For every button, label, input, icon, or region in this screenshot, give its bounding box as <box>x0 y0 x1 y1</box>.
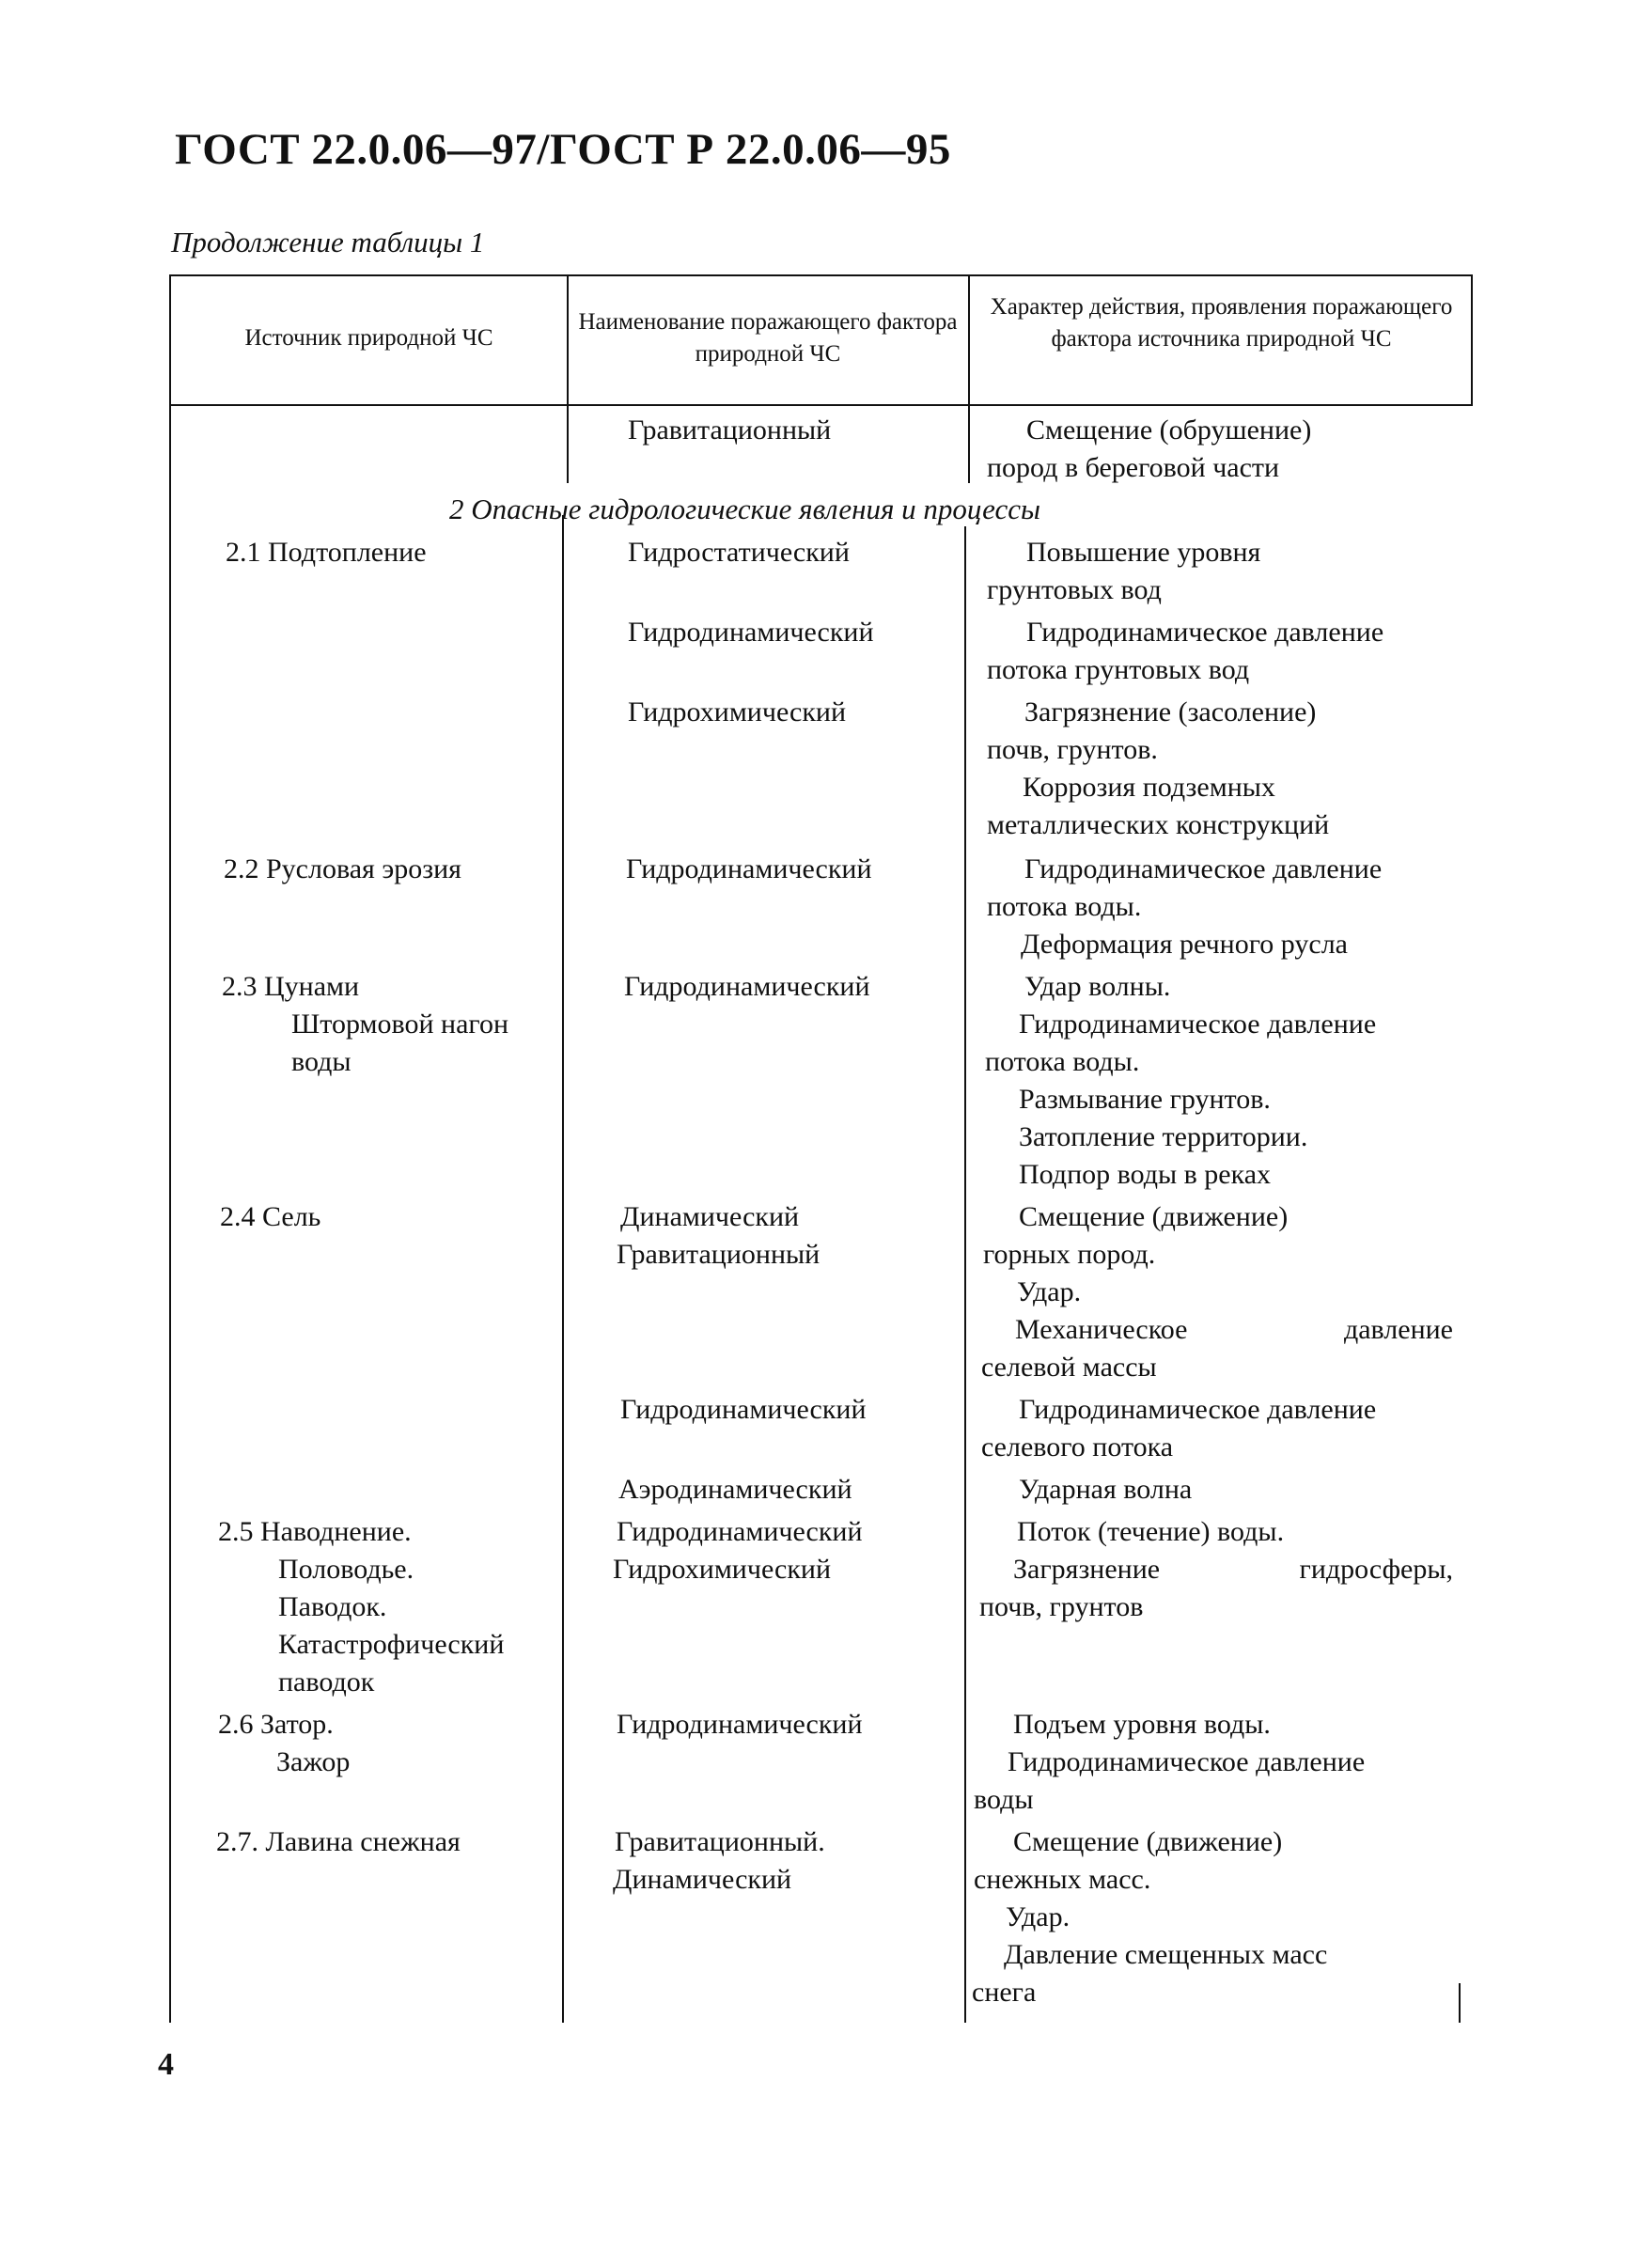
effect-line: воды <box>974 1784 1034 1815</box>
column-header-source: Источник природной ЧС <box>244 325 493 351</box>
effect-line: Подъем уровня воды. <box>1013 1709 1271 1740</box>
effect-line: Размывание грунтов. <box>1019 1084 1271 1115</box>
effect-line: Гидродинамическое давление <box>1026 617 1384 648</box>
right-edge-bottom-tick <box>1459 1983 1461 2023</box>
source-cell: 2.6 Затор. <box>218 1709 334 1740</box>
factor-cell: Гидродинамический <box>617 1516 863 1547</box>
effect-word: Механическое <box>1015 1314 1188 1345</box>
column-divider-1-top <box>567 274 569 483</box>
column-divider-1-bottom <box>562 515 564 2023</box>
table-left-border <box>169 274 171 2023</box>
effect-line: грунтовых вод <box>987 574 1162 605</box>
effect-line: Смещение (обрушение) <box>1026 414 1312 446</box>
source-cell: паводок <box>278 1666 375 1697</box>
effect-line-justified <box>1013 1551 1453 1588</box>
effect-line: почв, грунтов <box>979 1591 1144 1622</box>
effect-word: Загрязнение <box>1013 1554 1161 1585</box>
page-title: ГОСТ 22.0.06—97/ГОСТ Р 22.0.06—95 <box>175 125 951 174</box>
factor-cell: Гидродинамический <box>617 1709 863 1740</box>
effect-line: Удар. <box>1006 1901 1071 1932</box>
source-cell: 2.1 Подтопление <box>226 537 427 568</box>
table-header-bottom-border <box>169 404 1473 406</box>
effect-line: Подпор воды в реках <box>1019 1159 1272 1190</box>
column-divider-2-bottom <box>964 526 966 2023</box>
factor-cell: Гидростатический <box>628 537 850 568</box>
effect-line: снежных масс. <box>974 1864 1151 1895</box>
factor-cell: Гидродинамический <box>626 853 872 884</box>
source-cell: 2.5 Наводнение. <box>218 1516 412 1547</box>
source-cell: Половодье. <box>278 1554 414 1585</box>
effect-line: Удар. <box>1017 1276 1082 1307</box>
effect-line: селевого потока <box>981 1431 1174 1462</box>
factor-cell: Гидродинамический <box>628 617 874 648</box>
factor-cell: Гидродинамический <box>620 1394 867 1425</box>
effect-line: Гидродинамическое давление <box>1019 1394 1377 1425</box>
page-number: 4 <box>158 2047 174 2082</box>
effect-line: пород в береговой части <box>987 452 1280 483</box>
effect-line: Поток (течение) воды. <box>1017 1516 1285 1547</box>
effect-line: металлических конструкций <box>987 809 1330 840</box>
factor-cell: Динамический <box>613 1864 792 1895</box>
factor-cell: Аэродинамический <box>618 1474 852 1505</box>
effect-line: Давление смещенных масс <box>1004 1939 1328 1970</box>
column-divider-2-top <box>968 274 970 483</box>
source-cell: 2.2 Русловая эрозия <box>224 853 461 884</box>
column-header-effect: Характер действия, проявления поражающего фактора источника природной ЧС <box>990 294 1453 352</box>
effect-line: селевой массы <box>981 1352 1157 1383</box>
effect-line: Удар волны. <box>1024 971 1171 1002</box>
source-cell: Зажор <box>276 1746 351 1777</box>
effect-line: снега <box>972 1977 1037 2008</box>
effect-word: давление <box>1343 1314 1453 1345</box>
effect-line: потока грунтовых вод <box>987 654 1250 685</box>
source-cell: Катастрофический <box>278 1629 505 1660</box>
source-cell: 2.4 Сель <box>220 1201 321 1232</box>
effect-word: гидросферы, <box>1299 1554 1453 1585</box>
effect-line: Загрязнение (засоление) <box>1024 696 1317 727</box>
effect-line: Гидродинамическое давление <box>1024 853 1383 884</box>
factor-cell: Гравитационный. <box>615 1826 825 1857</box>
effect-line: почв, грунтов. <box>987 734 1158 765</box>
factor-cell: Динамический <box>620 1201 800 1232</box>
source-cell: 2.7. Лавина снежная <box>216 1826 461 1857</box>
factor-cell: Гидродинамический <box>624 971 870 1002</box>
effect-line-justified <box>1015 1311 1453 1349</box>
source-cell: Паводок. <box>278 1591 387 1622</box>
effect-line: потока воды. <box>987 891 1142 922</box>
source-cell: воды <box>291 1046 352 1077</box>
effect-line: Смещение (движение) <box>1019 1201 1289 1232</box>
effect-line: Смещение (движение) <box>1013 1826 1283 1857</box>
table-right-border <box>1471 274 1473 406</box>
source-cell: Штормовой нагон <box>291 1009 509 1040</box>
table-top-border <box>169 274 1473 276</box>
effect-line: Гидродинамическое давление <box>1019 1009 1377 1040</box>
effect-line: горных пород. <box>983 1239 1156 1270</box>
effect-line: Гидродинамическое давление <box>1008 1746 1366 1777</box>
effect-line: Повышение уровня <box>1026 537 1261 568</box>
effect-line: потока воды. <box>985 1046 1140 1077</box>
effect-line: Затопление территории. <box>1019 1121 1308 1152</box>
factor-cell: Гравитационный <box>617 1239 820 1270</box>
effect-line: Ударная волна <box>1019 1474 1193 1505</box>
factor-cell: Гидрохимический <box>628 696 847 727</box>
source-cell: 2.3 Цунами <box>222 971 360 1002</box>
column-header-factor: Наименование поражающего фактора природной ЧС <box>578 309 958 367</box>
section-title: 2 Опасные гидрологические явления и процессы <box>449 493 1041 525</box>
factor-cell: Гидрохимический <box>613 1554 832 1585</box>
table-continuation-caption: Продолжение таблицы 1 <box>171 226 485 258</box>
factor-cell: Гравитационный <box>628 414 832 446</box>
effect-line: Коррозия подземных <box>1023 772 1275 803</box>
effect-line: Деформация речного русла <box>1021 929 1348 960</box>
